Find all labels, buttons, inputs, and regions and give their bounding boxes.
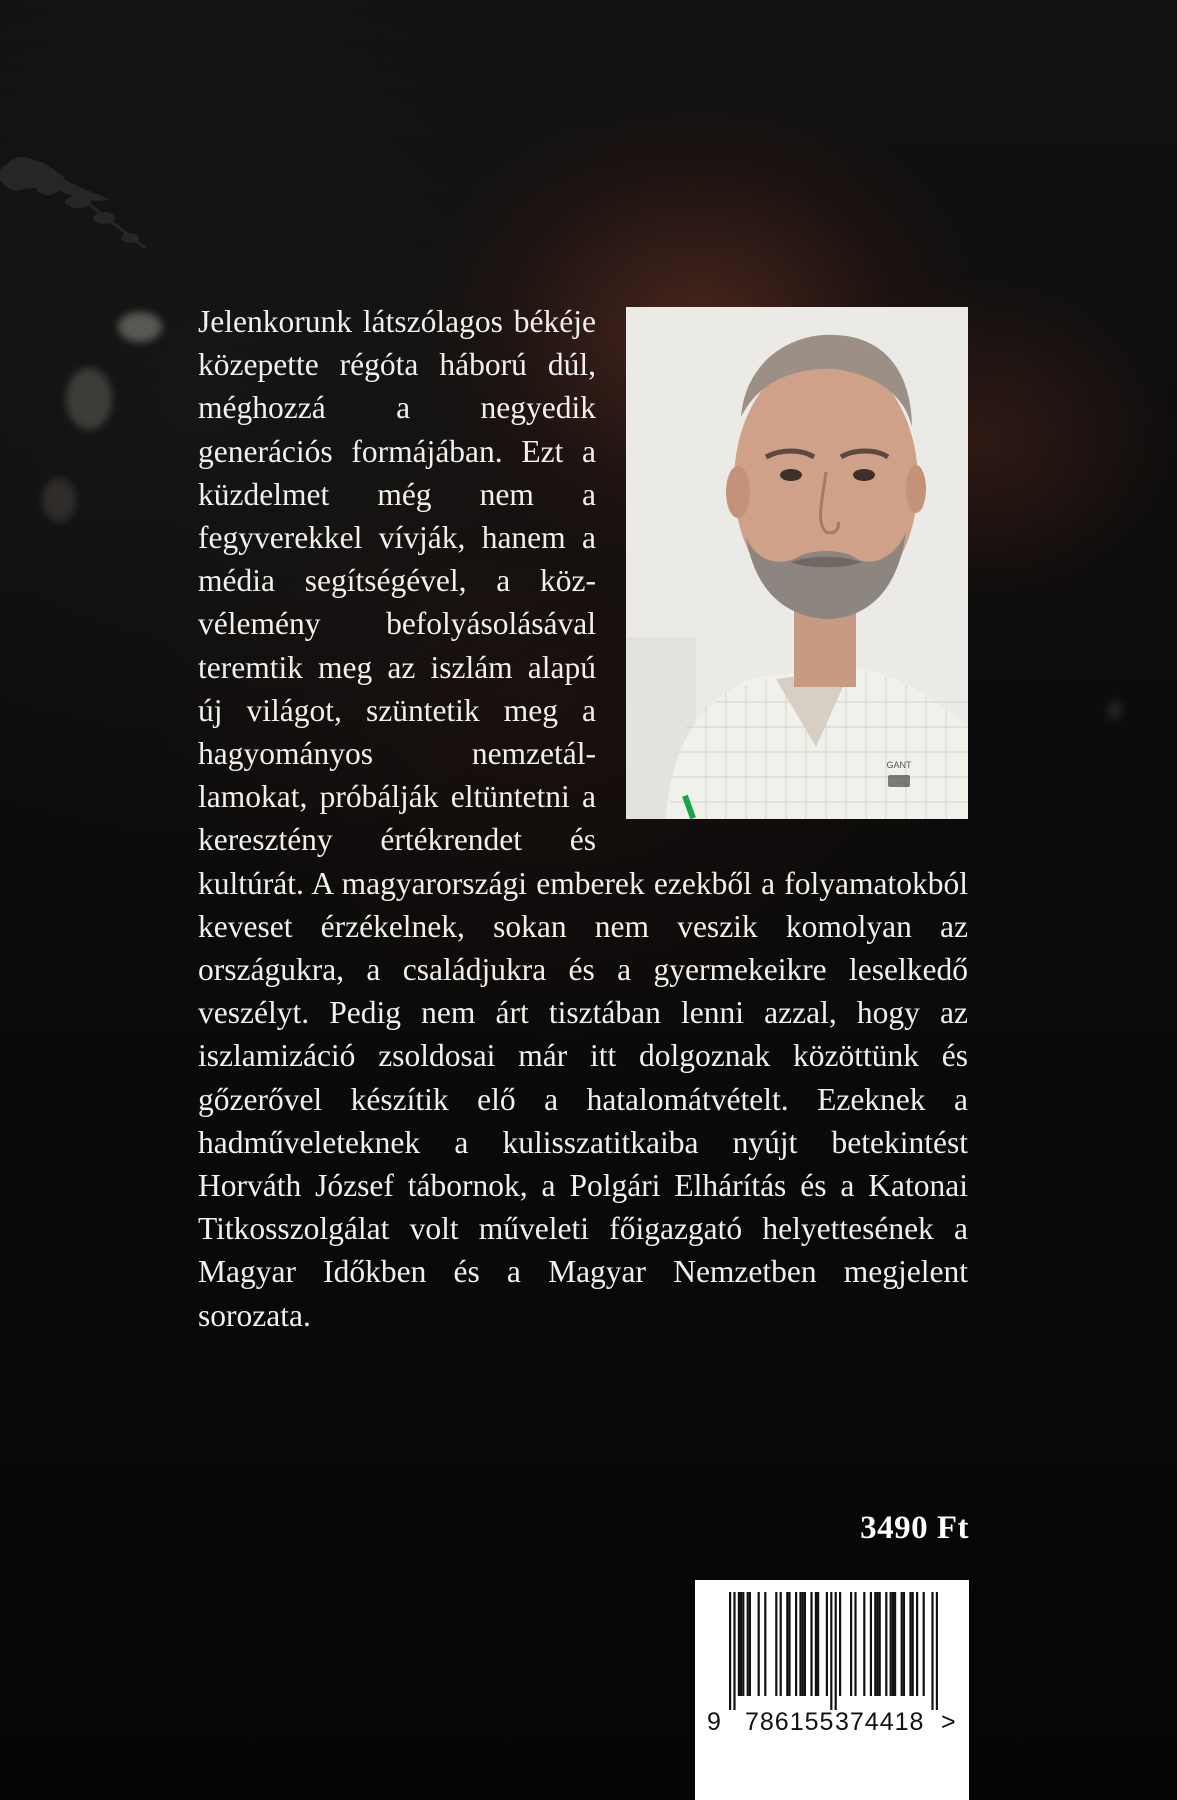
author-photo <box>626 307 968 819</box>
barcode-bar <box>810 1592 812 1696</box>
barcode-bar <box>729 1592 731 1710</box>
barcode-bar <box>802 1592 804 1696</box>
price: 3490 Ft <box>860 1510 969 1546</box>
bokeh-light <box>66 368 112 430</box>
barcode-bar <box>901 1592 903 1696</box>
barcode-bar <box>738 1592 740 1696</box>
barcode-bar <box>879 1592 881 1696</box>
barcode-bar <box>870 1592 872 1696</box>
barcode-bar <box>909 1592 911 1696</box>
barcode-bar <box>775 1592 777 1696</box>
barcode-bar <box>839 1592 841 1696</box>
barcode-bar <box>876 1592 878 1696</box>
isbn-right-group: 374418 <box>835 1708 925 1736</box>
barcode-bar <box>850 1592 852 1696</box>
barcode-bar <box>804 1592 806 1696</box>
bokeh-light <box>1108 700 1122 720</box>
blurb <box>198 300 968 1337</box>
barcode-bar <box>788 1592 790 1696</box>
barcode-bar <box>912 1592 914 1696</box>
barcode-bar <box>890 1592 892 1696</box>
barcode-bar <box>854 1592 856 1696</box>
barcode-bar <box>830 1592 832 1710</box>
barcode-bar <box>903 1592 905 1696</box>
barcode-bar <box>923 1592 925 1696</box>
barcode-bar <box>780 1592 782 1696</box>
blurb-text: Jelenkorunk látszólagos békéje közepette régóta háború dúl, méghozzá a negyedik generációs formájában. Ezt a küzdelmet még nem a fegyverekkel vívják, hanem a média segítségével, a közvélemény befolyásolásával teremtik meg az iszlám alapú új világot, szüntetik meg a hagyományos nemzetállamokat, próbálják eltüntetni a keresztény értékrendet és kultúrát. A magyarországi emberek ezekből a folyamatokból keveset érzékelnek, sokan nem veszik komolyan az országukra, a családjukra és a gyermekeikre leselkedő veszélyt. Pedig nem árt tisztában lenni azzal, hogy az iszlamizáció zsoldosai már itt dolgoznak közöttünk és gőzerővel készítik elő a hatalomátvételt. Ezeknek a hadműveleteknek a kulisszatitkaiba nyújt betekintést Horváth József tábornok, a Polgári Elhárítás és a Katonai Titkosszolgálat volt műveleti főigazgató helyettesének a Magyar Időkben és a Magyar Nemzetben megjelent sorozata. <box>198 304 968 1333</box>
isbn-barcode <box>695 1580 969 1800</box>
barcode-bar <box>826 1592 828 1696</box>
barcode-bar <box>874 1592 876 1696</box>
barcode-bar <box>758 1592 760 1696</box>
isbn-quiet-zone-marker: > <box>941 1708 957 1736</box>
isbn-left-group: 786155 <box>745 1708 835 1736</box>
barcode-bar <box>742 1592 744 1696</box>
shirt-logo: GANT <box>886 760 912 770</box>
barcode-bar <box>740 1592 742 1696</box>
barcode-bar <box>749 1592 751 1696</box>
barcode-bar <box>892 1592 894 1696</box>
barcode-bar <box>733 1592 735 1710</box>
isbn-first-digit: 9 <box>707 1708 722 1736</box>
barcode-bar <box>931 1592 933 1710</box>
barcode-bar <box>936 1592 938 1710</box>
barcode-bar <box>747 1592 749 1696</box>
barcode-bar <box>885 1592 887 1696</box>
barcode-bar <box>799 1592 801 1696</box>
barcode-bar <box>863 1592 865 1696</box>
tree-leaves-silhouette <box>0 130 150 270</box>
barcode-bar <box>835 1592 837 1710</box>
barcode-bar <box>894 1592 896 1696</box>
barcode-bar <box>786 1592 788 1696</box>
bokeh-light <box>118 312 162 342</box>
barcode-bar <box>916 1592 918 1696</box>
barcode-bar <box>817 1592 819 1696</box>
barcode-bar <box>795 1592 797 1696</box>
bokeh-light <box>42 478 76 522</box>
barcode-bar <box>764 1592 766 1696</box>
barcode-bar <box>815 1592 817 1696</box>
barcode-bars <box>707 1592 957 1710</box>
